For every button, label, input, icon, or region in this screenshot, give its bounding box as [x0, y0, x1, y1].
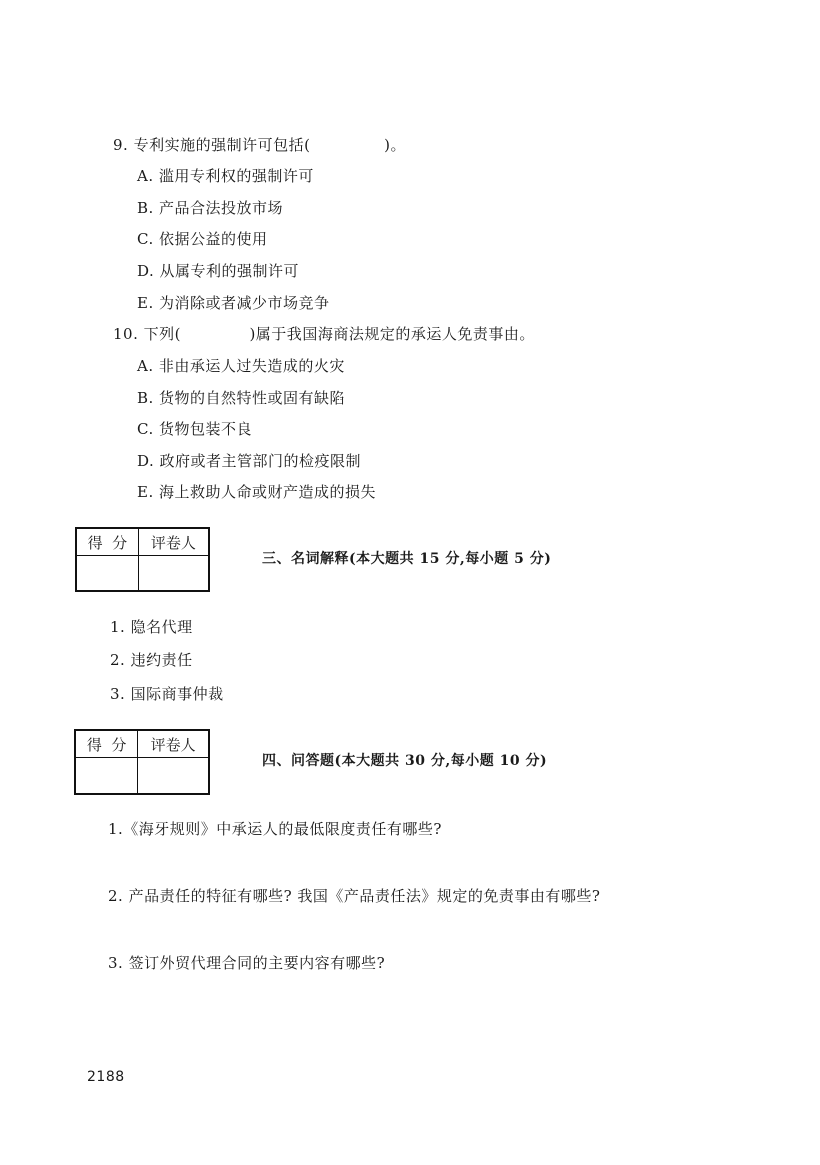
question-9-option-c: C. 依据公益的使用	[137, 230, 268, 248]
score-label: 得 分	[77, 529, 139, 556]
grader-cell[interactable]	[138, 556, 208, 591]
question-10-option-d: D. 政府或者主管部门的检疫限制	[137, 452, 362, 470]
question-9-option-d: D. 从属专利的强制许可	[137, 262, 300, 280]
question-10-option-e: E. 海上救助人命或财产造成的损失	[137, 483, 376, 501]
section-4-item-3: 3. 签订外贸代理合同的主要内容有哪些?	[108, 954, 386, 972]
section-4-item-1: 1.《海牙规则》中承运人的最低限度责任有哪些?	[108, 820, 442, 838]
question-10-option-c: C. 货物包装不良	[137, 420, 252, 438]
grader-label: 评卷人	[138, 529, 208, 556]
score-box-section-4	[74, 729, 210, 795]
question-10-option-a: A. 非由承运人过失造成的火灾	[137, 357, 345, 375]
question-9-stem: 9. 专利实施的强制许可包括( )。	[113, 136, 407, 154]
section-3-item-1: 1. 隐名代理	[110, 618, 193, 636]
grader-label: 评卷人	[138, 731, 209, 758]
section-3-item-2: 2. 违约责任	[110, 651, 193, 669]
section-3-item-3: 3. 国际商事仲裁	[110, 685, 224, 703]
section-4-item-2: 2. 产品责任的特征有哪些? 我国《产品责任法》规定的免责事由有哪些?	[108, 887, 601, 905]
score-cell[interactable]	[77, 556, 139, 591]
section-3-title: 三、名词解释(本大题共 15 分,每小题 5 分)	[262, 551, 552, 567]
grader-cell[interactable]	[138, 758, 209, 794]
question-9-option-e: E. 为消除或者减少市场竞争	[137, 294, 330, 312]
score-cell[interactable]	[76, 758, 138, 794]
score-label: 得 分	[76, 731, 138, 758]
question-10-option-b: B. 货物的自然特性或固有缺陷	[137, 389, 346, 407]
question-9-option-b: B. 产品合法投放市场	[137, 199, 284, 217]
question-10-stem: 10. 下列( )属于我国海商法规定的承运人免责事由。	[113, 325, 535, 343]
page-number: 2188	[87, 1069, 125, 1085]
section-4-title: 四、问答题(本大题共 30 分,每小题 10 分)	[262, 753, 548, 769]
question-9-option-a: A. 滥用专利权的强制许可	[137, 167, 314, 185]
score-box-section-3	[75, 527, 210, 592]
